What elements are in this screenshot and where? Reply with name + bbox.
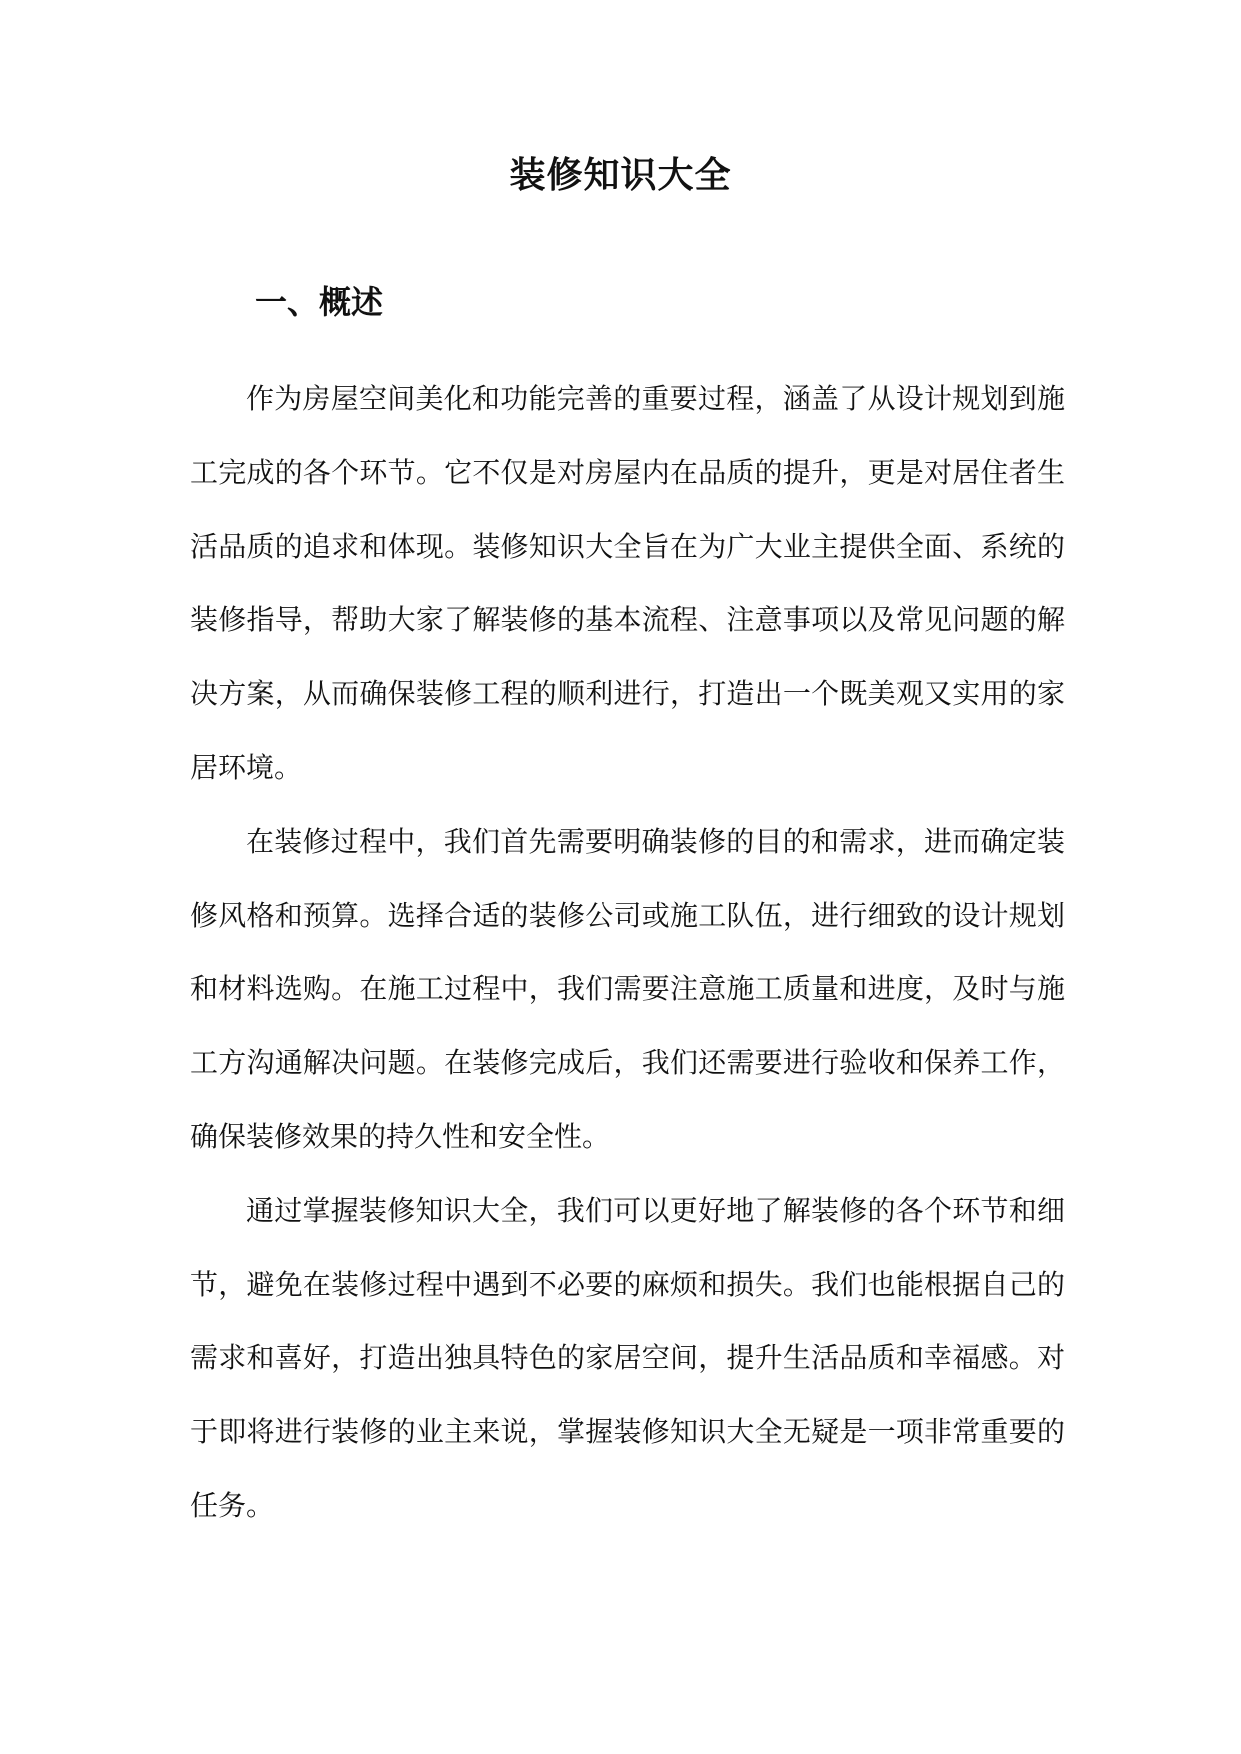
paragraph: 在装修过程中，我们首先需要明确装修的目的和需求，进而确定装修风格和预算。选择合适的装修公司或施工队伍，进行细致的设计规划和材料选购。在施工过程中，我们需要注意施工质量和进度，及时与施工方沟通解决问题。在装修完成后，我们还需要进行验收和保养工作，确保装修效果的持久性和安全性。	[190, 824, 1065, 1153]
section-body	[190, 362, 1065, 1543]
document-title: 装修知识大全	[509, 154, 732, 196]
section-heading-overview: 一、概述	[255, 283, 384, 321]
paragraph: 作为房屋空间美化和功能完善的重要过程，涵盖了从设计规划到施工完成的各个环节。它不仅是对房屋内在品质的提升，更是对居住者生活品质的追求和体现。装修知识大全旨在为广大业主提供全面、系统的装修指导，帮助大家了解装修的基本流程、注意事项以及常见问题的解决方案，从而确保装修工程的顺利进行，打造出一个既美观又实用的家居环境。	[190, 382, 1065, 784]
paragraph: 通过掌握装修知识大全，我们可以更好地了解装修的各个环节和细节，避免在装修过程中遇到不必要的麻烦和损失。我们也能根据自己的需求和喜好，打造出独具特色的家居空间，提升生活品质和幸福感。对于即将进行装修的业主来说，掌握装修知识大全无疑是一项非常重要的任务。	[190, 1193, 1065, 1522]
